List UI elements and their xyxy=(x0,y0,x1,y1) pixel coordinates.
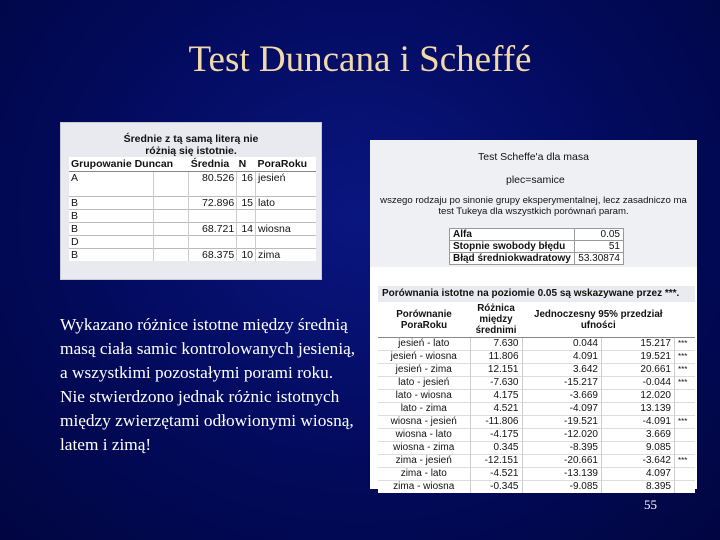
duncan-cell-mean: 68.721 xyxy=(189,223,237,236)
scheffe-desc-line2: test Tukeya dla wszystkich porównań param. xyxy=(438,206,629,217)
comparison-sig xyxy=(675,403,696,416)
comparison-sig xyxy=(675,390,696,403)
comparison-sig xyxy=(675,481,696,494)
param-label: Błąd średniokwadratowy xyxy=(450,253,575,265)
duncan-cell-group2 xyxy=(154,197,189,210)
duncan-cell-group: A xyxy=(71,172,79,184)
comparison-diff: -11.806 xyxy=(470,416,522,429)
col-difference: Różnica między średnimi xyxy=(470,302,522,338)
comparison-diff: 4.175 xyxy=(470,390,522,403)
comparison-sig: *** xyxy=(675,416,696,429)
duncan-row xyxy=(69,210,316,223)
comparison-row xyxy=(378,442,695,455)
duncan-cell-group: B xyxy=(69,197,154,210)
comparison-upper: -0.044 xyxy=(601,377,674,390)
comparison-pair: zima - wiosna xyxy=(378,481,470,494)
comparison-lower: -15.217 xyxy=(522,377,601,390)
param-row xyxy=(450,229,624,241)
duncan-cell-mean: 80.526 xyxy=(189,172,237,185)
comparison-upper: -4.091 xyxy=(601,416,674,429)
duncan-col-n: N xyxy=(237,157,256,172)
duncan-cell-group2 xyxy=(154,249,189,262)
comparison-diff: 0.345 xyxy=(470,442,522,455)
comparison-row xyxy=(378,390,695,403)
duncan-cell-group: B xyxy=(69,210,154,223)
comparison-diff: 4.521 xyxy=(470,403,522,416)
comparison-row xyxy=(378,351,695,364)
comparison-diff: -4.521 xyxy=(470,468,522,481)
comparisons-table xyxy=(378,302,695,493)
slide-body-text: Wykazano różnice istotne między średnią masą ciała samic kontrolowanych jesienią, a wszystkimi pozostałymi porami roku. Nie stwierdzono jednak różnic istotnych między zwierzętami odłowionymi wiosną, latem i zimą! xyxy=(60,315,356,454)
comparison-upper: 20.661 xyxy=(601,364,674,377)
scheffe-subtitle: plec=samice xyxy=(506,174,565,186)
param-row xyxy=(450,253,624,265)
duncan-cell-season: zima xyxy=(256,249,317,262)
comparison-pair: jesień - lato xyxy=(378,338,470,351)
comparison-diff: 12.151 xyxy=(470,364,522,377)
comparison-upper: -3.642 xyxy=(601,455,674,468)
duncan-cell-group xyxy=(69,184,154,197)
comparison-row xyxy=(378,455,695,468)
comparison-lower: 4.091 xyxy=(522,351,601,364)
duncan-cell-mean xyxy=(189,184,237,197)
comparison-pair: wiosna - lato xyxy=(378,429,470,442)
duncan-row xyxy=(69,197,316,210)
comparison-upper: 12.020 xyxy=(601,390,674,403)
param-label: Alfa xyxy=(450,229,575,241)
comparison-sig xyxy=(675,442,696,455)
duncan-cell-mean: 68.375 xyxy=(189,249,237,262)
comparison-sig: *** xyxy=(675,338,696,351)
comparison-diff: 7.630 xyxy=(470,338,522,351)
duncan-cell-group: D xyxy=(69,236,154,249)
duncan-col-group: Grupowanie Duncan xyxy=(69,157,189,172)
duncan-cell-n xyxy=(237,236,256,249)
comparison-pair: zima - jesień xyxy=(378,455,470,468)
comparison-lower: 3.642 xyxy=(522,364,601,377)
comparisons-header: Porównania istotne na poziomie 0.05 są wskazywane przez ***. xyxy=(382,288,680,299)
comparison-upper: 3.669 xyxy=(601,429,674,442)
comparison-pair: jesień - wiosna xyxy=(378,351,470,364)
comparison-row xyxy=(378,481,695,494)
comparison-diff: 11.806 xyxy=(470,351,522,364)
comparison-row xyxy=(378,364,695,377)
duncan-cell-season: jesień xyxy=(256,172,317,185)
duncan-cell-group: B xyxy=(69,223,154,236)
duncan-cell-n: 15 xyxy=(237,197,256,210)
duncan-table-panel xyxy=(60,122,322,280)
comparison-lower: -13.139 xyxy=(522,468,601,481)
duncan-cell-group2 xyxy=(154,172,189,185)
comparison-upper: 13.139 xyxy=(601,403,674,416)
scheffe-description xyxy=(370,195,697,217)
duncan-cell-season xyxy=(256,184,317,197)
comparison-pair: jesień - zima xyxy=(378,364,470,377)
duncan-cell-n xyxy=(237,184,256,197)
param-label: Stopnie swobody błędu xyxy=(450,241,575,253)
param-value: 0.05 xyxy=(575,229,624,241)
duncan-caption-line1: Średnie z tą samą literą nie xyxy=(123,133,259,145)
comparison-upper: 4.097 xyxy=(601,468,674,481)
comparison-diff: -4.175 xyxy=(470,429,522,442)
duncan-col-season: PoraRoku xyxy=(256,157,317,172)
col-comparison: Porównanie PoraRoku xyxy=(378,302,470,338)
duncan-cell-group2 xyxy=(154,236,189,249)
comparison-pair: lato - zima xyxy=(378,403,470,416)
duncan-cell-season: lato xyxy=(256,197,317,210)
duncan-cell-season: wiosna xyxy=(256,223,317,236)
duncan-row xyxy=(69,223,316,236)
comparison-sig: *** xyxy=(675,351,696,364)
scheffe-panel xyxy=(370,140,697,492)
duncan-cell-group2 xyxy=(154,223,189,236)
duncan-cell-season xyxy=(256,210,317,223)
comparison-pair: wiosna - jesień xyxy=(378,416,470,429)
duncan-row xyxy=(69,249,316,262)
comparison-upper: 19.521 xyxy=(601,351,674,364)
duncan-row xyxy=(69,172,316,185)
comparison-diff: -0.345 xyxy=(470,481,522,494)
duncan-cell-n xyxy=(237,210,256,223)
duncan-cell-group2 xyxy=(154,184,189,197)
comparison-pair: wiosna - zima xyxy=(378,442,470,455)
duncan-cell-n: 16 xyxy=(237,172,256,185)
comparison-row xyxy=(378,377,695,390)
comparison-lower: -8.395 xyxy=(522,442,601,455)
comparison-pair: lato - wiosna xyxy=(378,390,470,403)
param-row xyxy=(450,241,624,253)
duncan-cell-group: B xyxy=(69,249,154,262)
scheffe-desc-line1: wszego rodzaju po sinonie grupy eksperymentalnej, lecz zasadniczo ma xyxy=(380,195,687,206)
comparison-sig: *** xyxy=(675,377,696,390)
duncan-cell-mean xyxy=(189,210,237,223)
comparison-upper: 9.085 xyxy=(601,442,674,455)
param-value: 53.30874 xyxy=(575,253,624,265)
duncan-cell-group2 xyxy=(154,210,189,223)
comparison-diff: -12.151 xyxy=(470,455,522,468)
comparison-lower: -20.661 xyxy=(522,455,601,468)
comparison-diff: -7.630 xyxy=(470,377,522,390)
duncan-cell-n: 10 xyxy=(237,249,256,262)
comparison-sig: *** xyxy=(675,455,696,468)
duncan-row xyxy=(69,236,316,249)
comparison-row xyxy=(378,403,695,416)
scheffe-title: Test Scheffe'a dla masa xyxy=(478,151,589,163)
comparison-pair: zima - lato xyxy=(378,468,470,481)
comparison-sig xyxy=(675,468,696,481)
comparison-lower: -19.521 xyxy=(522,416,601,429)
scheffe-params-table xyxy=(449,228,624,265)
page-number: 55 xyxy=(644,497,657,512)
comparison-row xyxy=(378,338,695,351)
comparison-lower: -9.085 xyxy=(522,481,601,494)
comparison-lower: -12.020 xyxy=(522,429,601,442)
comparison-upper: 15.217 xyxy=(601,338,674,351)
comparison-lower: -3.669 xyxy=(522,390,601,403)
duncan-cell-mean xyxy=(189,236,237,249)
param-value: 51 xyxy=(575,241,624,253)
duncan-caption xyxy=(61,123,321,157)
duncan-row xyxy=(69,184,316,197)
col-confidence: Jednoczesny 95% przedział ufności xyxy=(522,302,675,338)
comparison-sig xyxy=(675,429,696,442)
comparisons-header-row xyxy=(378,302,695,338)
comparison-row xyxy=(378,429,695,442)
duncan-caption-line2: różnią się istotnie. xyxy=(145,145,237,157)
slide-title: Test Duncana i Scheffé xyxy=(188,39,532,80)
comparison-upper: 8.395 xyxy=(601,481,674,494)
comparison-row xyxy=(378,468,695,481)
scheffe-comparisons xyxy=(378,286,695,493)
comparison-sig: *** xyxy=(675,364,696,377)
scheffe-header-area xyxy=(370,140,697,267)
duncan-table xyxy=(69,157,316,261)
comparison-lower: 0.044 xyxy=(522,338,601,351)
comparison-row xyxy=(378,416,695,429)
duncan-cell-season xyxy=(256,236,317,249)
comparison-pair: lato - jesień xyxy=(378,377,470,390)
duncan-cell-mean: 72.896 xyxy=(189,197,237,210)
duncan-col-mean: Średnia xyxy=(189,157,237,172)
col-significance xyxy=(675,302,696,338)
comparison-lower: -4.097 xyxy=(522,403,601,416)
duncan-cell-n: 14 xyxy=(237,223,256,236)
duncan-header-row xyxy=(69,157,316,172)
